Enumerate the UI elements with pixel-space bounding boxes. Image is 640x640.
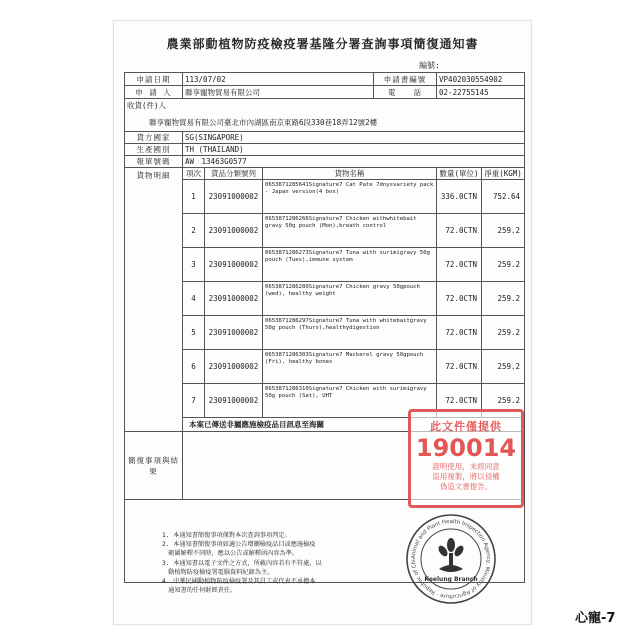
serial-label: 編號: — [419, 61, 440, 70]
table-row — [125, 248, 525, 282]
apply-date-label: 申請日期 — [125, 73, 183, 86]
item-weight: 259.2 — [482, 248, 525, 282]
item-qty: 72.0CTN — [437, 350, 482, 384]
item-code: 23091000002 — [205, 384, 263, 418]
apply-no-label: 申請書編號 — [374, 73, 437, 86]
seal-plant-emblem — [437, 538, 466, 572]
item-name: 0653871286297Signature7 Tuna with whitebaitgravy 50g pouch (Thurs),healthydigestion — [263, 316, 437, 350]
stamp-line1: 此文件僅提供 — [430, 420, 502, 433]
item-qty: 72.0CTN — [437, 248, 482, 282]
item-weight: 259.2 — [482, 384, 525, 418]
document-title: 農業部動植物防疫檢疫署基隆分署查詢事項簡復通知書 — [166, 37, 479, 51]
phone-label: 電 話 — [374, 86, 437, 99]
items-header-no: 項次 — [183, 168, 205, 180]
official-seal — [405, 513, 497, 605]
watermark-stamp — [408, 409, 524, 508]
table-row — [125, 350, 525, 384]
item-name: 0653871286310Signature7 Chicken with surimigravy 50g pouch (Sat), UHT — [263, 384, 437, 418]
items-header-weight: 淨重(KGM) — [482, 168, 525, 180]
applicant-value: 聯享寵物貿易有限公司 — [183, 86, 374, 99]
item-no: 3 — [183, 248, 205, 282]
bl-label: 報單號碼 — [125, 156, 183, 168]
items-header-name: 貨物名稱 — [263, 168, 437, 180]
note-item: 範圍解釋不同時，應以公告或解釋函內容為準。 — [162, 550, 299, 558]
reply-label: 簡復事項與結果 — [125, 432, 183, 500]
item-code: 23091000002 — [205, 248, 263, 282]
item-no: 1 — [183, 180, 205, 214]
item-code: 23091000002 — [205, 180, 263, 214]
phone-value: 02-22755145 — [437, 86, 525, 99]
stamp-number: 190014 — [415, 434, 517, 462]
seal-ring-text: Animal and Plant Health Inspection Agency, Ministry of Agriculture · Republic of Chi — [410, 518, 492, 600]
stamp-line2: 證明使用，未經同意 — [432, 462, 500, 471]
item-weight: 259.2 — [482, 282, 525, 316]
note-item: 1. 本通知書簡復事項僅對本次查詢事項判定。 — [162, 532, 291, 539]
item-weight: 259.2 — [482, 214, 525, 248]
consignee-value: 聯享寵物貿易有限公司臺北市內湖區南京東路6段330巷18弄12號2樓 — [149, 118, 378, 127]
item-code: 23091000002 — [205, 316, 263, 350]
apply-date-value: 113/07/02 — [183, 73, 374, 86]
item-weight: 259.2 — [482, 350, 525, 384]
item-qty: 72.0CTN — [437, 214, 482, 248]
item-no: 2 — [183, 214, 205, 248]
table-row — [125, 214, 525, 248]
seal-branch-text: Keelung Branch — [424, 576, 478, 583]
item-name: 0653871285641Signature7 Cat Pate 7dnysvariety pack - Japan version(4 box) — [263, 180, 437, 214]
note-item: 動植物防疫檢疫署電腦資料紀錄為主。 — [162, 568, 274, 576]
item-qty: 72.0CTN — [437, 316, 482, 350]
item-code: 23091000002 — [205, 282, 263, 316]
items-header-code: 貨品分類號列 — [205, 168, 263, 180]
table-row — [125, 282, 525, 316]
item-weight: 752.64 — [482, 180, 525, 214]
item-code: 23091000002 — [205, 350, 263, 384]
item-qty: 336.0CTN — [437, 180, 482, 214]
item-name: 0653871286303Signature7 Mackerel gravy 50gpouch (Fri), healthy bones — [263, 350, 437, 384]
consignee-label: 收貨(件)人 — [127, 101, 167, 110]
note-item: 2. 本通知書簡復事項如適公告增刪檢疫品目或應施檢疫 — [162, 541, 316, 549]
notes-block — [162, 531, 397, 595]
remark-line: 本案已傳送非屬應施檢疫品目訊息至海關 — [183, 418, 525, 432]
item-no: 5 — [183, 316, 205, 350]
export-country-value: SG(SINGAPORE) — [183, 132, 525, 144]
item-name: 0653871286273Signature7 Tuna with surimigravy 50g pouch (Tues),immune system — [263, 248, 437, 282]
item-qty: 72.0CTN — [437, 282, 482, 316]
stamp-line3: 盜用複製，將以侵權 — [432, 472, 500, 481]
items-header-qty: 數量(單位) — [437, 168, 482, 180]
stamp-line4: 偽造文書提告。 — [439, 482, 493, 491]
apply-no-value: VP402030554902 — [437, 73, 525, 86]
note-item: 3. 本通知書以電子文件之方式，所載內容若有不符處，以 — [162, 559, 322, 567]
item-no: 4 — [183, 282, 205, 316]
goods-label: 貨物明細 — [125, 168, 183, 432]
table-row — [125, 316, 525, 350]
item-no: 7 — [183, 384, 205, 418]
consignee-cell — [125, 99, 525, 132]
bl-value: AW 13463G0577 — [183, 156, 525, 168]
page-number: 心寵-7 — [575, 611, 616, 626]
note-item: 4. 中華民國動植物防疫檢疫署及其員工或代表不承擔本 — [162, 578, 316, 586]
origin-label: 生產國別 — [125, 144, 183, 156]
table-row — [125, 180, 525, 214]
item-weight: 259.2 — [482, 316, 525, 350]
item-name: 0653871286266Signature7 Chicken withwhitebait gravy 50g pouch (Mon),breath control — [263, 214, 437, 248]
note-item: 通知書的任何財經責任。 — [162, 587, 237, 595]
export-country-label: 貨方國家 — [125, 132, 183, 144]
item-no: 6 — [183, 350, 205, 384]
origin-value: TH (THAILAND) — [183, 144, 525, 156]
item-name: 0653871286280Signature7 Chicken gravy 50gpouch (wed), healthy weight — [263, 282, 437, 316]
item-qty: 72.0CTN — [437, 384, 482, 418]
item-code: 23091000002 — [205, 214, 263, 248]
applicant-label: 申 請 人 — [125, 86, 183, 99]
